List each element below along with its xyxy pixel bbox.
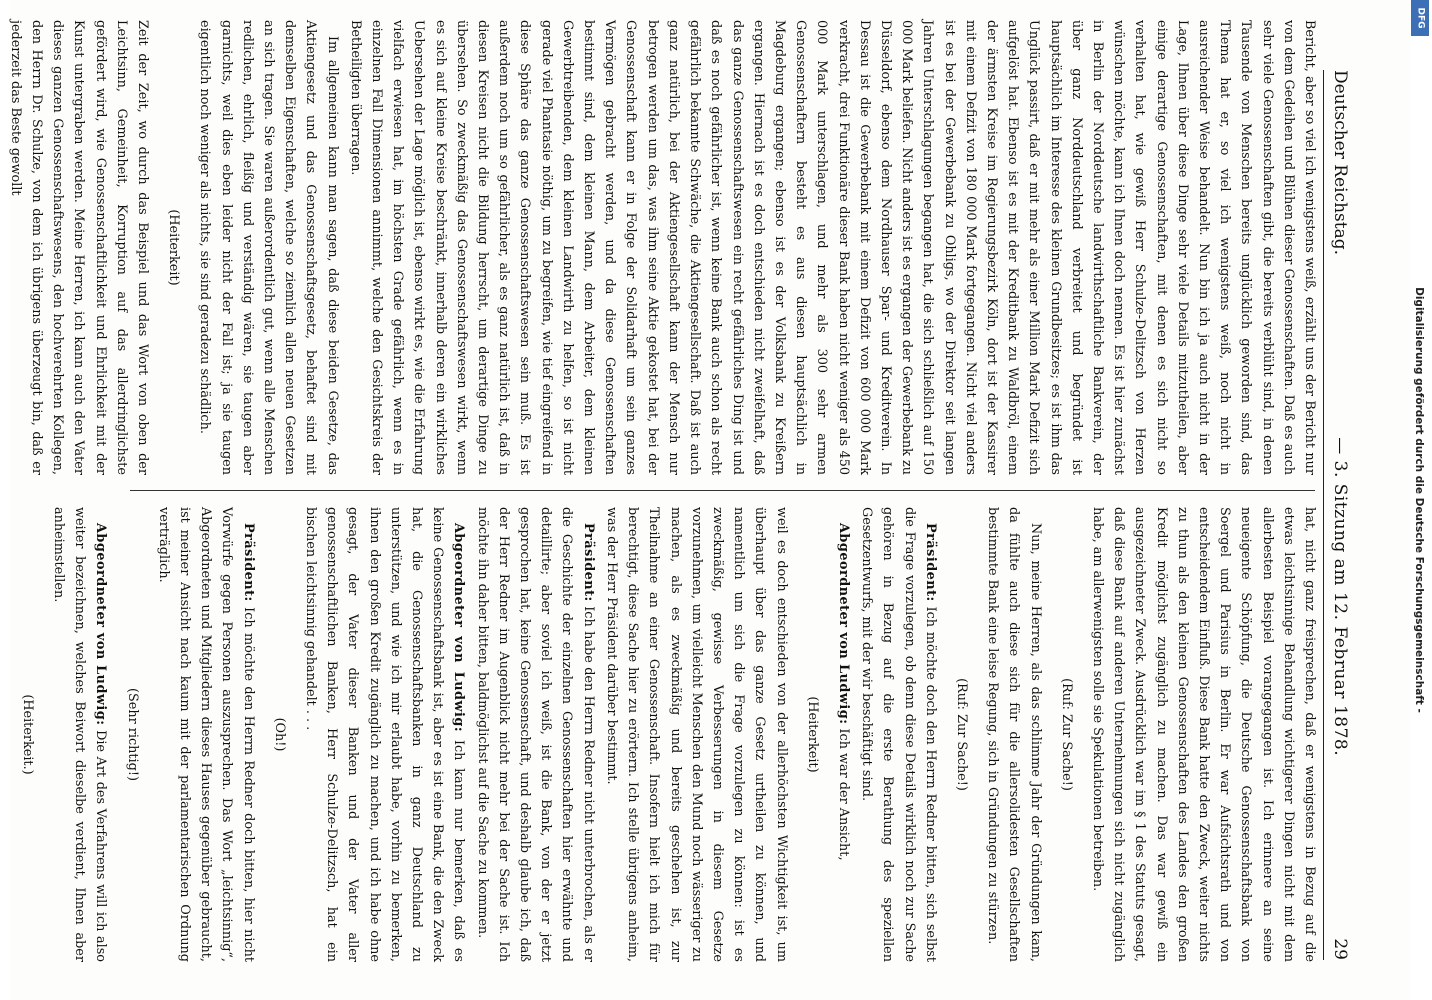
right-paragraph: Nun, meine Herren, als das schlimme Jahr der Gründungen kam, da fühlte auch diese sich für die allersolidesten Gesellschaften bestimmte Bank eine leise Regung, sich in Gründungen zu stürzen.: [985, 507, 1043, 962]
dfg-logo: [1411, 0, 1429, 36]
left-paragraph: Bericht, aber so viel ich wenigstens weiß, erzählt uns der Bericht nur von dem Gedeihen und Blühen dieser Genossenschaften. Daß es auch sehr viele Genossenschaften gibt, die bereits verblüht sind, in denen Tausende von Menschen bereits unglücklich geworden sind, das Thema hat er, so viel ich wenigstens weiß, noch nicht in ausreichender Weise behandelt. Nun bin ich ja auch nicht in der Lage, Ihnen über diese Dinge sehr viele Details mitzutheilen, aber einige derartige Genossenschaften, mit denen es sich nicht so verhalten hat, wie gewiß Herr Schulze-Delitzsch von Herzen wünschen möchte, kann ich Ihnen doch nennen. Es ist hier zunächst in Berlin der Norddeutsche landwirthschaftliche Bankverein, der über ganz Norddeutschland verbreitet und begründet ist hauptsächlich im Interesse des kleinen Grundbesitzes; es ist ihm das Unglück passirt, daß er mit mehr als einer Million Mark Defizit sich aufgelöst hat. Ebenso ist es mit der Kreditbank zu Waldbröl, einem der ärmsten Kreise im Regierungsbezirk Köln, dort ist der Kassirer mit einem Defizit von 180 000 Mark fortgegangen. Nicht viel anders ist es bei der Gewerbebank zu Ohligs, wo der Direktor seit langen Jahren Unterschlagungen begangen hat, die sich schließlich auf 150 000 Mark beliefen. Nicht anders ist es ergangen der Gewerbebank zu Düsseldorf, ebenso dem Nordhauser Spar- und Kreditverein. In Dessau ist die Gewerbebank mit einem Defizit von 600 000 Mark verkracht, drei Funktionäre dieser Bank haben nicht weniger als 450 000 Mark unterschlagen, und mehr als 300 sehr armen Genossenschaftern besteht es aus diesen hauptsächlich in Magdeburg ergangen; ebenso ist es der Volksbank zu Kreißern ergangen. Hiernach ist es doch entschieden nicht zweifelhaft, daß das ganze Genossenschaftswesen ein recht gefährliches Ding ist und daß es noch gefährlicher ist, wenn keine Bank auch schon als recht gefährlich bekannte Schwäche, die Aktiengesellschaft. Daß ist auch ganz natürlich, bei der Aktiengesellschaft kann der Mensch nur betrogen werden um das, was ihm seine Aktie gekostet hat, bei der Genossenschaft kann er in Folge der Solidarhaft um sein ganzes Vermögen gebracht werden, und da diese Genossenschaften bestimmt sind, dem kleinen Mann, dem Arbeiter, dem kleinen Gewerbtreibenden, dem kleinen Landwirth zu helfen, so ist nicht gerade viel Phantasie nöthig, um zu begreifen, wie tief eingreifend in diese Sphäre das ganze Genossenschaftswesen sein muß. Es ist außerdem noch um so gefährlicher, als es ganz natürlich ist, daß in diesen Kreisen nicht die Bildung herrscht, um derartige Dinge zu übersehen. So zweckmäßig das Genossenschaftswesen wirkt, wenn es sich auf kleine Kreise beschränkt, innerhalb deren ein wirkliches Uebersehen der Lage möglich ist, ebenso wirkt es, wie die Erfahrung vielfach erwiesen hat, im höchsten Grade gefährlich, wenn es in einzelnen Fall Dimensionen annimmt, welche den Gesichtskreis der Betheiligten überragen.: [347, 20, 1317, 475]
interjection: (Heiterkeit): [166, 209, 182, 286]
speech-text: Ich habe den Herrn Redner nicht unterbrochen, als er die Geschichte der einzelnen Genossenschaften hier erwähnte und detaillirte; aber soviel ich weiß, ist die Bank, von der er jetzt gesprochen hat, keine Genossenschaft, und deshalb glaube ich, daß der Herr Redner im Augenblick nicht mehr bei der Sache ist. Ich möchte ihn daher bitten, baldmöglichst auf die Sache zu kommen.: [474, 507, 596, 962]
interjection: (Oh!): [271, 717, 287, 752]
speech-text: Die Art des Verfahrens will ich also weiter bezeichnen, welches Beiwort dieselbe verdient, Ihnen aber anheimstellen.: [51, 507, 109, 962]
page-header: [1323, 70, 1370, 960]
speech-praesident: [856, 507, 941, 962]
left-paragraph: Im allgemeinen kann man sagen, daß diese beiden Gesetze, das Aktiengesetz und das Genossenschaftsgesetz, behaftet sind mit demselben Eigenschaften, welche so ziemlich allen neuen Gesetzen an sich tragen. Sie waren außerordentlich gut, wenn alle Menschen redlichen, ehrlich, fleißig und verständig wären, sie taugen aber garnichts, weil dies eben leider nicht der Fall ist; ja sie taugen eigentlich noch weniger als nichts, sie sind geradezu schädlich.: [197, 20, 340, 475]
speech-abgeordneter: [300, 507, 470, 962]
speaker-label: Präsident:: [922, 523, 938, 602]
speech-praesident: [153, 507, 259, 962]
right-paragraph: hat, nicht ganz freisprechen, daß er wenigstens in Bezug auf die etwas leichtsinnige Behandlung wichtigerer Dingen nicht mit dem allerbesten Beispiel vorangegangen ist. Ich erinnere an seine neueigente Schöpfung, die Deutsche Genossenschaftsbank von Soergel und Parisius in Berlin. Er war Aufsichtsrath und von entscheidendem Einfluß. Diese Bank hatte den Zweck, weiter nichts zu thun als den kleinen Genossenschaften des Landes den großen Kredit möglichst zugänglich zu machen. Das war gewiß ein ausgezeichneter Zweck. Ausdrücklich war im § 1 des Statuts gesagt, daß diese Bank auf anderen Unternehmungen sich nicht zugänglich habe, am allerwenigsten solle sie Spekulationen betreiben.: [1089, 507, 1317, 962]
speech-praesident: [471, 507, 598, 962]
speech-abgeordneter: [48, 507, 112, 962]
column-divider: [130, 490, 1315, 491]
speech-abgeordneter: [833, 507, 854, 962]
interjection: (Heiterkeit): [804, 696, 820, 773]
interjection: (Ruf: Zur Sache!): [1058, 678, 1074, 791]
speaker-label: Abgeordneter von Ludwig:: [451, 523, 467, 733]
credit-text: Digitalisierung gefördert durch die Deutsche Forschungsgemeinschaft -: [1413, 287, 1425, 713]
speaker-label: Abgeordneter von Ludwig:: [93, 523, 109, 726]
dfg-logo-text: DFG: [1415, 7, 1426, 29]
speech-text: Ich möchte doch den Herrn Redner bitten, sich selbst die Frage vorzulegen, ob denn diese Details wirklich noch zur Sache gehören in Bezug auf die erste Berathung des speziellen Gesetzentwurfs, mit der wir beschäftigt sind.: [859, 507, 938, 962]
left-paragraph: Zeit der Zeit, wo durch das Beispiel und das Wort von oben der Leichtsinn, Gemeinheit, Korruption auf das allerdringlichste gefördert wird, wie Genossenschaftlichkeit und Ehrlichkeit mit der Kunst untergraben werden. Meine Herren, ich kann auch den Vater dieses ganzen Genossenschaftswesens, den hochverehrten Kollegen, den Herrn Dr. Schulze, von dem ich übrigens überzeugt bin, daß er jederzeit das Beste gewollt: [7, 20, 151, 475]
right-paragraph: weil es doch entschieden von der allerhöchsten Wichtigkeit ist, um überhaupt über das ganze Gesetz urtheilen zu können, und namentlich um sich die Frage vorzulegen zu können: ist es zweckmäßig, gewisse Verbesserungen in diesem Gesetze vorzunehmen, um vielleicht Menschen den Mund noch wässeriger zu machen, als es zweckmäßig und bereits geschehen ist, zur Theilnahme an einer Genossenschaft. Insofern hielt ich mich für berechtigt, diese Sache hier zu erörtern. Ich stelle übrigens anheim, was der Herr Präsident darüber bestimmt.: [603, 507, 789, 962]
header-session: — 3. Sitzung am 12. Februar 1878.: [1330, 437, 1350, 757]
digitization-credit: [1406, 150, 1432, 850]
left-column: [7, 20, 1320, 475]
rotated-page: [7, 0, 1410, 1000]
speaker-label: Präsident:: [240, 523, 256, 602]
speaker-label: Präsident:: [580, 523, 596, 602]
right-column: [19, 507, 1320, 962]
speech-text: Ich kann nur bemerken, daß es keine Genossenschaftsbank ist, aber es ist eine Bank, die den Zweck hat, die Genossenschaftsbanken in ganz Deutschland zu unterstützen, und wie ich mir erlaubt habe, vorhin zu bemerken, ihnen den großen Kredit zugänglich zu machen, und ich habe ohne gesagt, der Vater dieser Banken und der Vater aller genossenschaftlichen Banken, Herr Schulze-Delitzsch, hat ein bischen leichtsinnig gehandelt . . .: [303, 507, 467, 962]
interjection: (Sehr richtig!): [124, 688, 140, 781]
speech-text: Ich möchte den Herrn Redner doch bitten, hier nicht Vorwürfe gegen Personen auszusprechen. Das Wort „leichtsinnig“, Abgeordneten und Mitgliedern dieses Hauses gegenüber gebraucht, ist meiner Ansicht nach kaum mit der parlamentarischen Ordnung verträglich.: [155, 507, 256, 962]
speaker-label: Abgeordneter von Ludwig:: [835, 523, 851, 725]
interjection: (Heiterkeit.): [19, 694, 35, 775]
speech-text: Ich war der Ansicht,: [835, 728, 851, 861]
interjection: (Ruf: Zur Sache!): [953, 678, 969, 791]
page-number: 29: [1330, 938, 1350, 960]
header-title: Deutscher Reichstag.: [1330, 70, 1350, 255]
